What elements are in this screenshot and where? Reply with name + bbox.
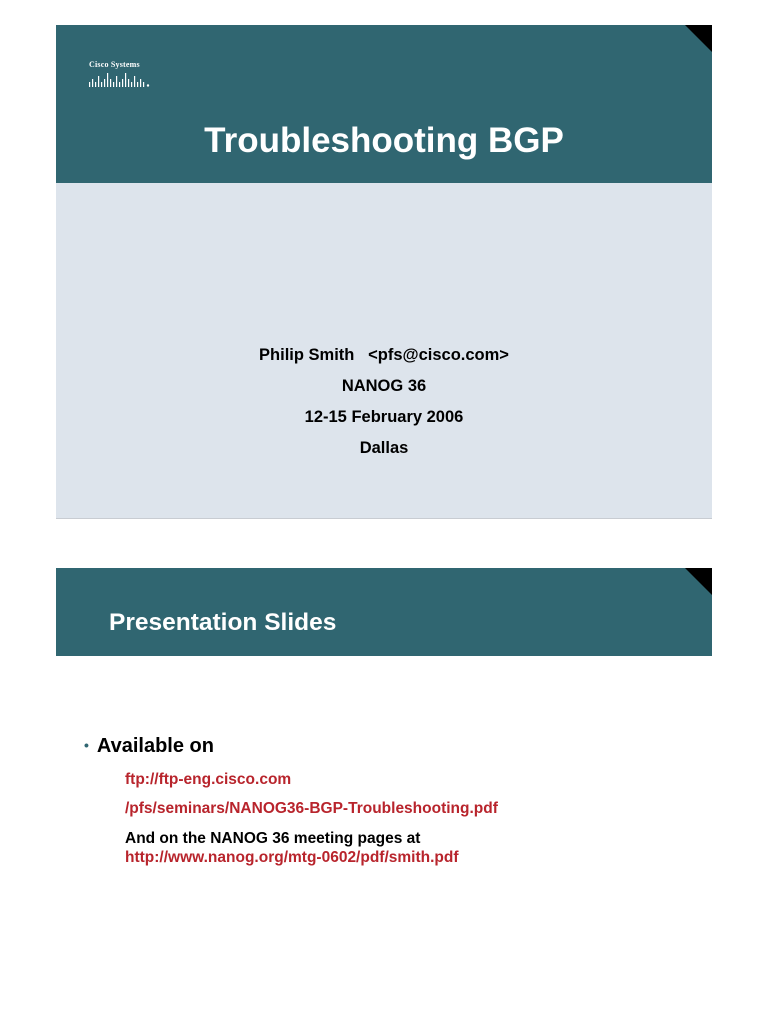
nanog-link[interactable]: http://www.nanog.org/mtg-0602/pdf/smith.pdf [125, 849, 459, 866]
presentation-title: Troubleshooting BGP [204, 121, 564, 160]
bullet-item [84, 735, 214, 758]
pdf-path-link[interactable]: /pfs/seminars/NANOG36-BGP-Troubleshooting.pdf [125, 800, 498, 817]
bullet-text: Available on [96, 735, 214, 757]
event-name: NANOG 36 [341, 377, 427, 395]
event-date: 12-15 February 2006 [304, 408, 464, 426]
slide2-title: Presentation Slides [109, 609, 337, 636]
author-line: Philip Smith <pfs@cisco.com> [259, 346, 509, 364]
title-slide-header [56, 25, 712, 183]
corner-triangle [685, 568, 712, 595]
cisco-logo [89, 60, 151, 94]
nanog-note: And on the NANOG 36 meeting pages at [125, 830, 421, 847]
author-block [56, 343, 712, 467]
cisco-logo-text: Cisco Systems [89, 60, 140, 69]
event-location: Dallas [359, 439, 409, 457]
slides-info-slide [56, 568, 712, 656]
slide2-header [56, 568, 712, 656]
bullet-dot-icon: • [84, 737, 89, 753]
ftp-link[interactable]: ftp://ftp-eng.cisco.com [125, 771, 292, 788]
title-slide [56, 25, 712, 519]
corner-triangle [685, 25, 712, 52]
cisco-bars-icon [89, 70, 151, 88]
